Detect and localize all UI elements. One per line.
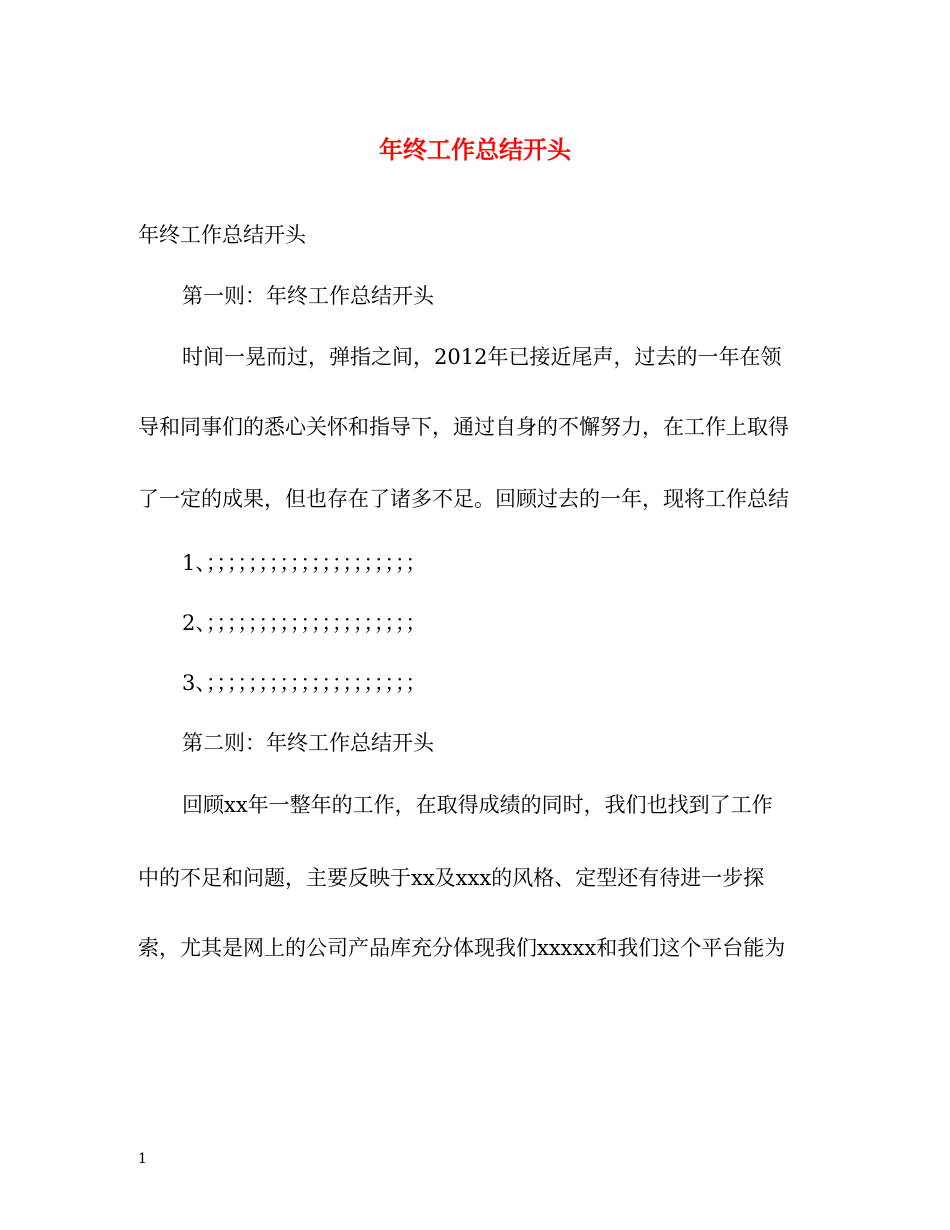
paragraph-line: 回顾xx年一整年的工作，在取得成绩的同时，我们也找到了工作 (182, 793, 773, 817)
paragraph-line: 导和同事们的悉心关怀和指导下，通过自身的不懈努力，在工作上取得 (138, 415, 789, 439)
list-item-2: 2、；；；；；；；；；；；；；；；；；；；； (182, 611, 427, 635)
list-item-1: 1、；；；；；；；；；；；；；；；；；；；； (182, 551, 427, 575)
paragraph-line: 中的不足和问题，主要反映于xx及xxx的风格、定型还有待进一步探 (138, 866, 765, 890)
paragraph-line: 时间一晃而过，弹指之间，2012年已接近尾声，过去的一年在领 (182, 345, 782, 369)
section-heading-1: 第一则：年终工作总结开头 (182, 284, 434, 308)
section-heading-2: 第二则：年终工作总结开头 (182, 731, 434, 755)
list-item-3: 3、；；；；；；；；；；；；；；；；；；；； (182, 671, 427, 695)
paragraph-line: 索，尤其是网上的公司产品库充分体现我们xxxxx和我们这个平台能为 (138, 936, 786, 960)
paragraph-line: 了一定的成果，但也存在了诸多不足。回顾过去的一年，现将工作总结 (138, 487, 789, 511)
document-title: 年终工作总结开头 (379, 135, 571, 164)
page-number: 1 (138, 1151, 147, 1167)
doc-heading-line: 年终工作总结开头 (138, 223, 306, 247)
